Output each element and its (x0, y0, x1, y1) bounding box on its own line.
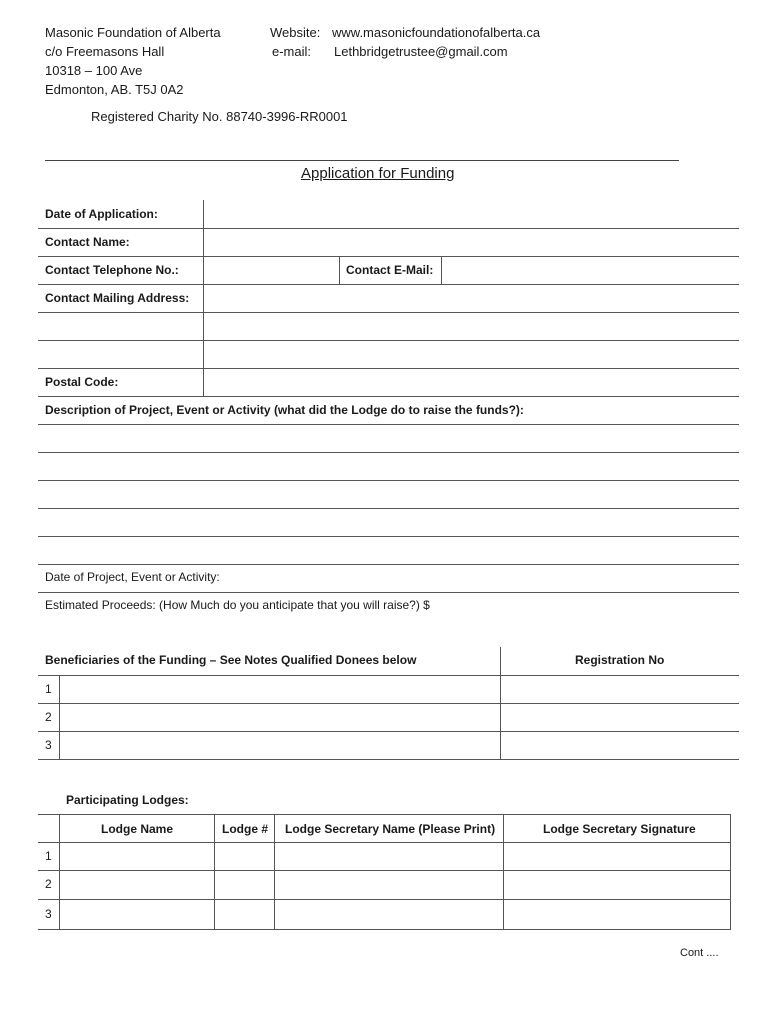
contact-email-field[interactable] (443, 257, 738, 283)
org-careof: c/o Freemasons Hall (45, 44, 165, 59)
lodge-number-header: Lodge # (222, 822, 269, 836)
lodge-secretary-field-3[interactable] (276, 900, 502, 928)
lodge-signature-field-2[interactable] (505, 871, 729, 898)
charity-number: Registered Charity No. 88740-3996-RR0001 (91, 109, 348, 124)
email-label: e-mail: (272, 44, 312, 59)
contact-phone-field[interactable] (205, 257, 338, 283)
description-label: Description of Project, Event or Activity (what did the Lodge do to raise the funds?): (45, 403, 524, 417)
website-label: Website: (270, 25, 321, 40)
contact-name-label: Contact Name: (45, 235, 130, 249)
lodge-number-field-1[interactable] (216, 843, 273, 869)
mailing-address-field-1[interactable] (205, 285, 738, 311)
beneficiary-name-field-1[interactable] (61, 676, 499, 702)
postal-code-label: Postal Code: (45, 375, 119, 389)
mailing-address-field-3[interactable] (205, 341, 738, 367)
lodge-row-number: 2 (45, 877, 52, 891)
website-link[interactable]: www.masonicfoundationofalberta.ca (332, 25, 541, 40)
lodge-secretary-header: Lodge Secretary Name (Please Print) (285, 822, 496, 836)
beneficiary-name-field-2[interactable] (61, 704, 499, 730)
beneficiary-registration-field-2[interactable] (502, 704, 738, 730)
beneficiary-row-number: 1 (45, 682, 52, 696)
estimated-proceeds-label: Estimated Proceeds: (How Much do you anticipate that you will raise?) $ (45, 598, 430, 612)
registration-no-header: Registration No (575, 653, 665, 667)
org-name: Masonic Foundation of Alberta (45, 25, 221, 40)
beneficiary-name-field-3[interactable] (61, 732, 499, 758)
lodge-row-number: 3 (45, 907, 52, 921)
lodge-number-field-2[interactable] (216, 871, 273, 898)
postal-code-field[interactable] (205, 369, 738, 395)
date-of-application-label: Date of Application: (45, 207, 158, 221)
lodge-secretary-field-2[interactable] (276, 871, 502, 898)
form-title: Application for Funding (301, 165, 455, 182)
participating-lodges-title: Participating Lodges: (66, 793, 189, 807)
lodge-name-field-3[interactable] (61, 900, 213, 928)
header-divider (45, 160, 679, 161)
lodge-name-field-1[interactable] (61, 843, 213, 869)
lodge-secretary-field-1[interactable] (276, 843, 502, 869)
lodge-signature-field-1[interactable] (505, 843, 729, 869)
lodge-name-header: Lodge Name (101, 822, 174, 836)
estimated-proceeds-field[interactable] (462, 593, 738, 619)
beneficiary-row-number: 2 (45, 710, 52, 724)
contact-name-field[interactable] (205, 229, 738, 255)
date-of-project-label: Date of Project, Event or Activity: (45, 570, 220, 584)
lodge-number-field-3[interactable] (216, 900, 273, 928)
org-city: Edmonton, AB. T5J 0A2 (45, 82, 184, 97)
org-street: 10318 – 100 Ave (45, 63, 143, 78)
email-link[interactable]: Lethbridgetrustee@gmail.com (334, 44, 508, 59)
continued-note: Cont .... (680, 947, 719, 959)
beneficiaries-header: Beneficiaries of the Funding – See Notes Qualified Donees below (45, 653, 417, 667)
description-field[interactable] (38, 425, 738, 563)
mailing-address-label: Contact Mailing Address: (45, 291, 190, 305)
date-of-application-field[interactable] (205, 201, 738, 227)
beneficiary-registration-field-3[interactable] (502, 732, 738, 758)
date-of-project-field[interactable] (240, 565, 738, 591)
lodge-row-number: 1 (45, 849, 52, 863)
lodge-signature-header: Lodge Secretary Signature (543, 822, 696, 836)
beneficiary-row-number: 3 (45, 738, 52, 752)
lodge-name-field-2[interactable] (61, 871, 213, 898)
lodge-signature-field-3[interactable] (505, 900, 729, 928)
beneficiary-registration-field-1[interactable] (502, 676, 738, 702)
contact-phone-label: Contact Telephone No.: (45, 263, 179, 277)
contact-email-label: Contact E-Mail: (346, 263, 434, 277)
mailing-address-field-2[interactable] (205, 313, 738, 339)
